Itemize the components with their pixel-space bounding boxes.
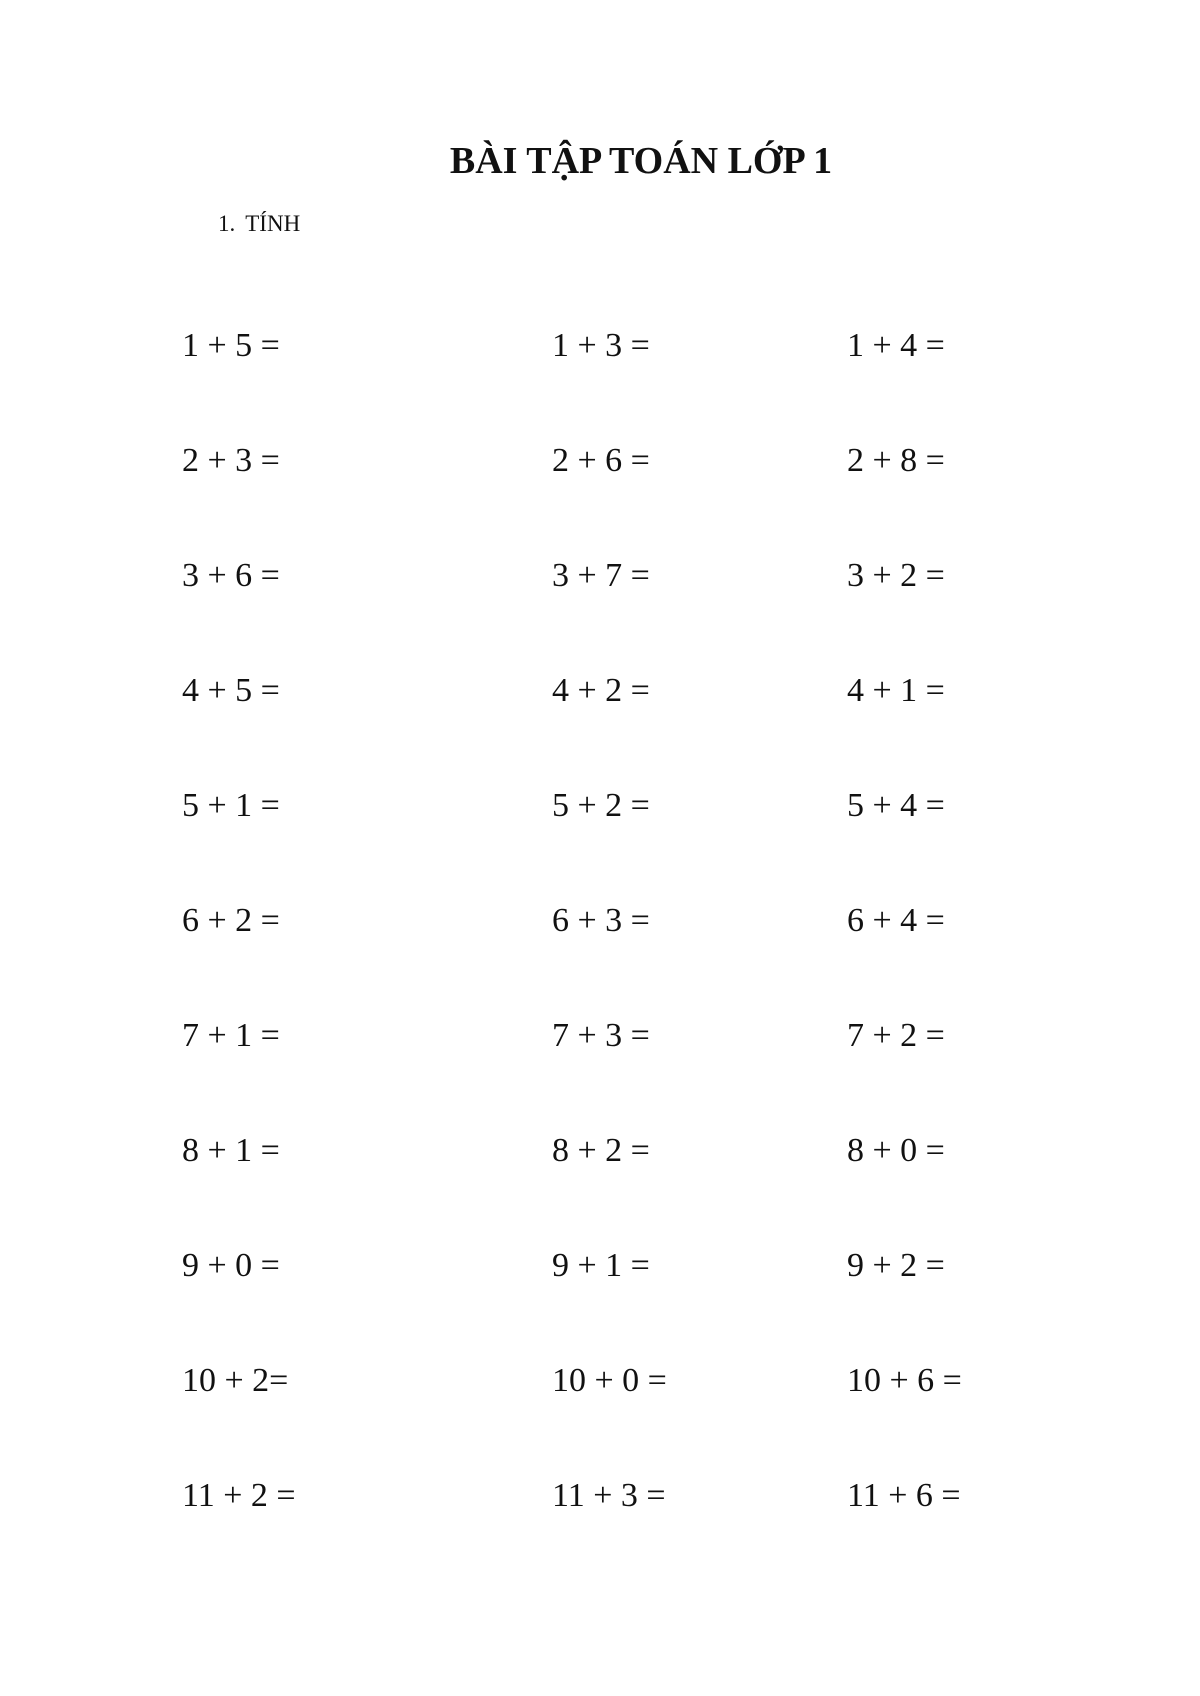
- math-exercise: 11 + 6 =: [847, 1477, 961, 1514]
- math-exercise: 3 + 7 =: [552, 557, 650, 594]
- math-exercise: 4 + 5 =: [182, 672, 280, 709]
- math-exercise: 5 + 4 =: [847, 787, 945, 824]
- math-exercise: 8 + 1 =: [182, 1132, 280, 1169]
- math-exercise: 8 + 0 =: [847, 1132, 945, 1169]
- exercise-row: [182, 671, 1082, 711]
- section-heading: [218, 212, 300, 235]
- math-exercise: 1 + 3 =: [552, 327, 650, 364]
- math-exercise: 10 + 2=: [182, 1362, 289, 1399]
- math-exercise: 9 + 2 =: [847, 1247, 945, 1284]
- page-title: BÀI TẬP TOÁN LỚP 1: [449, 140, 833, 182]
- math-exercise: 6 + 4 =: [847, 902, 945, 939]
- exercise-row: [182, 326, 1082, 366]
- exercise-row: [182, 556, 1082, 596]
- math-exercise: 1 + 4 =: [847, 327, 945, 364]
- math-exercise: 4 + 2 =: [552, 672, 650, 709]
- exercise-row: [182, 1016, 1082, 1056]
- math-exercise: 7 + 2 =: [847, 1017, 945, 1054]
- math-exercise: 2 + 3 =: [182, 442, 280, 479]
- math-exercise: 10 + 6 =: [847, 1362, 962, 1399]
- math-exercise: 11 + 2 =: [182, 1477, 296, 1514]
- math-exercise: 11 + 3 =: [552, 1477, 666, 1514]
- exercise-row: [182, 901, 1082, 941]
- math-exercise: 1 + 5 =: [182, 327, 280, 364]
- math-exercise: 3 + 2 =: [847, 557, 945, 594]
- section-heading-text: TÍNH: [245, 211, 301, 236]
- math-exercise: 3 + 6 =: [182, 557, 280, 594]
- math-exercise: 4 + 1 =: [847, 672, 945, 709]
- math-exercise: 5 + 1 =: [182, 787, 280, 824]
- math-exercise: 5 + 2 =: [552, 787, 650, 824]
- math-exercise: 6 + 3 =: [552, 902, 650, 939]
- exercise-row: [182, 1246, 1082, 1286]
- math-exercise: 8 + 2 =: [552, 1132, 650, 1169]
- math-exercise: 7 + 1 =: [182, 1017, 280, 1054]
- exercise-row: [182, 441, 1082, 481]
- math-exercise: 9 + 1 =: [552, 1247, 650, 1284]
- math-exercise: 2 + 6 =: [552, 442, 650, 479]
- exercise-row: [182, 1131, 1082, 1171]
- math-exercise: 9 + 0 =: [182, 1247, 280, 1284]
- math-exercise: 7 + 3 =: [552, 1017, 650, 1054]
- exercise-grid: [182, 326, 1082, 1514]
- exercise-row: [182, 786, 1082, 826]
- exercise-row: [182, 1476, 1082, 1516]
- exercise-row: [182, 1361, 1082, 1401]
- math-exercise: 2 + 8 =: [847, 442, 945, 479]
- math-exercise: 10 + 0 =: [552, 1362, 667, 1399]
- math-exercise: 6 + 2 =: [182, 902, 280, 939]
- section-number: 1.: [218, 211, 236, 236]
